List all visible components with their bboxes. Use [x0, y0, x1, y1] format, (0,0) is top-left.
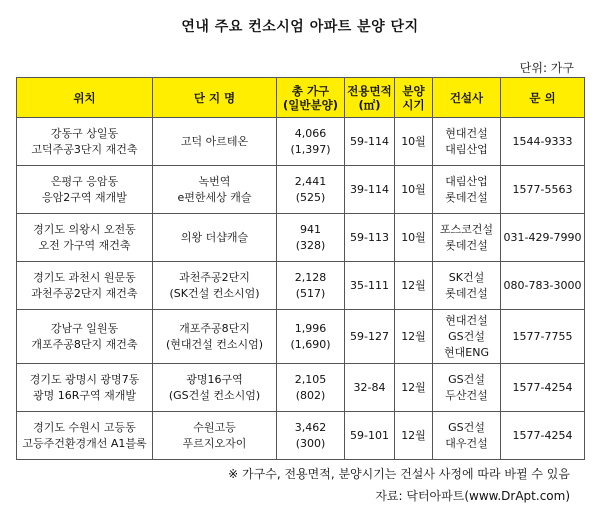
cell-builders-line: 대우건설 — [445, 436, 488, 450]
cell-builders-line: 롯데건설 — [445, 286, 488, 300]
cell-location-line: 강동구 상일동 — [50, 126, 119, 140]
cell-location-line: 경기도 과천시 원문동 — [33, 270, 136, 284]
cell-builders — [433, 118, 501, 166]
table-row — [17, 214, 585, 262]
table-row — [17, 412, 585, 460]
footnote: ※ 가구수, 전용면적, 분양시기는 건설사 사정에 따라 바뀔 수 있음 — [228, 467, 570, 481]
cell-complex-line: (GS건설 컨소시엄) — [168, 388, 261, 402]
header-location: 위치 — [17, 78, 153, 118]
cell-complex-line: 푸르지오자이 — [182, 436, 247, 450]
cell-complex-line: e편한세상 캐슬 — [177, 190, 252, 204]
cell-complex-line: 의왕 더샵캐슬 — [180, 230, 249, 244]
cell-households-line: (802) — [295, 388, 326, 402]
cell-builders — [433, 412, 501, 460]
cell-location-line: 광명 16R구역 재개발 — [32, 388, 136, 402]
cell-households — [277, 214, 345, 262]
cell-complex-line: 광명16구역 — [186, 372, 243, 386]
cell-area: 32-84 — [345, 364, 395, 412]
cell-location-line: 경기도 수원시 고등동 — [33, 420, 136, 434]
header-timing-line1: 분양 — [402, 83, 425, 98]
cell-timing: 10월 — [395, 118, 433, 166]
cell-timing: 12월 — [395, 310, 433, 364]
cell-builders-line: GS건설 — [448, 372, 485, 386]
header-households-line2: (일반분양) — [283, 97, 338, 112]
cell-location — [17, 166, 153, 214]
cell-timing: 10월 — [395, 166, 433, 214]
cell-households-line: 3,462 — [294, 420, 327, 434]
cell-builders — [433, 214, 501, 262]
header-households-line1: 총 가구 — [291, 83, 330, 98]
cell-area: 35-111 — [345, 262, 395, 310]
unit-label: 단위: 가구 — [519, 61, 574, 75]
cell-builders-line: 포스코건설 — [439, 222, 494, 236]
header-households — [277, 78, 345, 118]
table-row — [17, 118, 585, 166]
cell-complex — [153, 412, 277, 460]
cell-households — [277, 310, 345, 364]
cell-complex-line: 녹번역 — [198, 174, 231, 188]
cell-location — [17, 214, 153, 262]
cell-location — [17, 310, 153, 364]
cell-contact: 1577-4254 — [501, 364, 585, 412]
cell-location — [17, 118, 153, 166]
cell-contact: 1577-4254 — [501, 412, 585, 460]
cell-contact: 080-783-3000 — [501, 262, 585, 310]
table-header-row — [17, 78, 585, 118]
table-row — [17, 166, 585, 214]
header-area-line1: 전용면적 — [347, 83, 392, 98]
cell-households-line: (1,690) — [290, 337, 331, 351]
cell-location-line: 개포주공8단지 재건축 — [31, 337, 138, 351]
cell-builders-line: 대림산업 — [445, 142, 488, 156]
cell-households-line: (300) — [295, 436, 326, 450]
table-body — [17, 118, 585, 460]
table-row — [17, 262, 585, 310]
cell-households-line: (1,397) — [290, 142, 331, 156]
cell-builders-line: 현대ENG — [444, 345, 489, 359]
cell-builders — [433, 166, 501, 214]
header-area-line2: (㎡) — [358, 97, 381, 112]
header-builder: 건설사 — [433, 78, 501, 118]
cell-builders-line: GS건설 — [448, 420, 485, 434]
cell-households-line: 941 — [300, 222, 321, 236]
cell-builders-line: 현대건설 — [445, 126, 488, 140]
cell-contact: 1577-7755 — [501, 310, 585, 364]
cell-households-line: 1,996 — [294, 321, 327, 335]
cell-location-line: 경기도 광명시 광명7동 — [29, 372, 140, 386]
cell-area: 59-127 — [345, 310, 395, 364]
cell-location-line: 강남구 일원동 — [50, 321, 119, 335]
cell-complex-line: (SK건설 컨소시엄) — [169, 286, 260, 300]
cell-location-line: 응암2구역 재개발 — [42, 190, 127, 204]
cell-location — [17, 262, 153, 310]
cell-households — [277, 412, 345, 460]
cell-complex-line: 과천주공2단지 — [179, 270, 250, 284]
cell-location — [17, 412, 153, 460]
cell-households-line: 4,066 — [294, 126, 327, 140]
cell-households — [277, 262, 345, 310]
header-complex: 단 지 명 — [153, 78, 277, 118]
cell-area: 59-114 — [345, 118, 395, 166]
cell-timing: 12월 — [395, 364, 433, 412]
cell-complex — [153, 310, 277, 364]
cell-timing: 10월 — [395, 214, 433, 262]
cell-location-line: 오전 가구역 재건축 — [38, 238, 131, 252]
cell-area: 39-114 — [345, 166, 395, 214]
cell-timing: 12월 — [395, 412, 433, 460]
cell-builders-line: 롯데건설 — [445, 190, 488, 204]
cell-households — [277, 364, 345, 412]
cell-builders-line: 대림산업 — [445, 174, 488, 188]
table-row — [17, 310, 585, 364]
cell-households-line: 2,128 — [294, 270, 327, 284]
cell-households-line: 2,105 — [294, 372, 327, 386]
cell-location — [17, 364, 153, 412]
cell-complex — [153, 262, 277, 310]
cell-households — [277, 118, 345, 166]
cell-builders-line: GS건설 — [448, 329, 485, 343]
cell-households — [277, 166, 345, 214]
cell-households-line: 2,441 — [294, 174, 327, 188]
page-title: 연내 주요 컨소시엄 아파트 분양 단지 — [181, 19, 419, 35]
cell-complex — [153, 214, 277, 262]
cell-complex-line: 개포주공8단지 — [179, 321, 250, 335]
cell-builders — [433, 364, 501, 412]
cell-builders-line: 두산건설 — [445, 388, 488, 402]
cell-builders — [433, 262, 501, 310]
cell-complex — [153, 166, 277, 214]
cell-builders-line: 현대건설 — [445, 313, 488, 327]
cell-area: 59-101 — [345, 412, 395, 460]
cell-households-line: (525) — [295, 190, 326, 204]
cell-location-line: 고등주건환경개선 A1블록 — [22, 436, 147, 450]
apartment-table — [16, 77, 585, 460]
header-timing — [395, 78, 433, 118]
cell-area: 59-113 — [345, 214, 395, 262]
cell-location-line: 과천주공2단지 재건축 — [31, 286, 138, 300]
table-row — [17, 364, 585, 412]
cell-location-line: 고덕주공3단지 재건축 — [31, 142, 138, 156]
cell-contact: 1544-9333 — [501, 118, 585, 166]
header-timing-line2: 시기 — [402, 97, 425, 112]
cell-complex-line: 수원고등 — [193, 420, 236, 434]
cell-builders-line: 롯데건설 — [445, 238, 488, 252]
cell-builders — [433, 310, 501, 364]
cell-contact: 1577-5563 — [501, 166, 585, 214]
cell-complex-line: 고덕 아르테온 — [180, 134, 249, 148]
cell-households-line: (517) — [295, 286, 326, 300]
cell-builders-line: SK건설 — [448, 270, 485, 284]
cell-complex-line: (현대건설 컨소시엄) — [165, 337, 264, 351]
cell-complex — [153, 118, 277, 166]
cell-households-line: (328) — [295, 238, 326, 252]
header-contact: 문 의 — [501, 78, 585, 118]
header-area — [345, 78, 395, 118]
cell-contact: 031-429-7990 — [501, 214, 585, 262]
source-credit: 자료: 닥터아파트(www.DrApt.com) — [375, 489, 570, 503]
cell-complex — [153, 364, 277, 412]
cell-timing: 12월 — [395, 262, 433, 310]
cell-location-line: 은평구 응암동 — [50, 174, 119, 188]
cell-location-line: 경기도 의왕시 오전동 — [33, 222, 136, 236]
